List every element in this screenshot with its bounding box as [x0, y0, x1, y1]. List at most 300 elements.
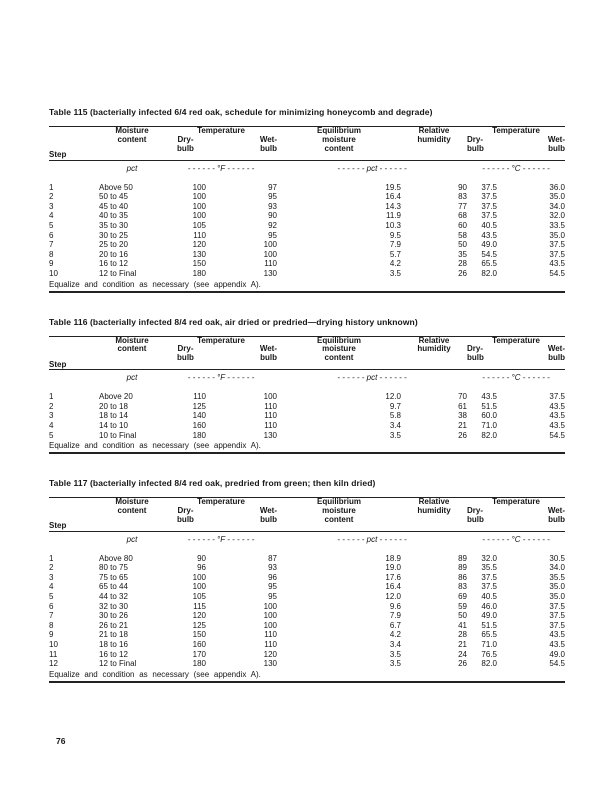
header-line: moisture: [322, 505, 356, 515]
cell-dry-bulb-f: 180: [192, 659, 206, 669]
cell-equilibrium-moisture-content: 7.9: [389, 611, 401, 621]
header-line: moisture: [322, 134, 356, 144]
units-fahrenheit: - - - - - - °F - - - - - -: [187, 534, 255, 544]
cell-wet-bulb-f: 130: [263, 268, 277, 278]
cell-moisture-content: 25 to 20: [99, 240, 128, 250]
table-row: [49, 221, 565, 231]
cell-wet-bulb-f: 92: [268, 220, 277, 230]
cell-equilibrium-moisture-content: 19.0: [385, 563, 401, 573]
cell-wet-bulb-c: 43.5: [549, 259, 565, 269]
units-spacer: [49, 370, 99, 392]
equalize-note-row: [49, 669, 565, 682]
table-title: Table 116 (bacterially infected 8/4 red oak, air dried or predried—drying history unknown): [49, 316, 418, 327]
cell-dry-bulb-c: 82.0: [481, 430, 497, 440]
cell-dry-bulb-f: 170: [192, 649, 206, 659]
header-line: bulb: [548, 143, 565, 153]
cell-relative-humidity: 50: [458, 240, 467, 250]
cell-wet-bulb-f: 93: [268, 201, 277, 211]
col-header-dry-bulb-f: [165, 345, 206, 370]
cell-moisture-content: 10 to Final: [99, 430, 137, 440]
cell-relative-humidity: 69: [458, 592, 467, 602]
cell-dry-bulb-c: 51.5: [481, 620, 497, 630]
units-fahrenheit: - - - - - - °F - - - - - -: [187, 163, 255, 173]
cell-step: 8: [49, 620, 54, 630]
cell-dry-bulb-c: 65.5: [481, 259, 497, 269]
header-line: Equilibrium: [317, 126, 361, 135]
col-header-dry-bulb-f: [165, 136, 206, 161]
header-line: bulb: [177, 353, 194, 363]
cell-dry-bulb-f: 130: [192, 249, 206, 259]
cell-wet-bulb-f: 100: [263, 392, 277, 402]
header-line: bulb: [548, 353, 565, 363]
header-line: Relative: [418, 335, 450, 345]
cell-relative-humidity: 28: [458, 259, 467, 269]
cell-moisture-content: 30 to 25: [99, 230, 128, 240]
cell-relative-humidity: 89: [458, 553, 467, 563]
header-line: Wet-: [547, 134, 565, 144]
cell-wet-bulb-f: 95: [268, 582, 277, 592]
units-pct-dashes: - - - - - - pct - - - - - -: [337, 373, 407, 383]
cell-relative-humidity: 21: [458, 640, 467, 650]
table-title: Table 117 (bacterially infected 8/4 red oak, predried from green; then kiln dried): [49, 478, 376, 489]
cell-dry-bulb-f: 90: [197, 553, 206, 563]
cell-wet-bulb-c: 30.5: [549, 553, 565, 563]
cell-wet-bulb-f: 110: [264, 401, 277, 411]
cell-moisture-content: Above 50: [99, 182, 133, 192]
cell-dry-bulb-c: 46.0: [481, 601, 497, 611]
header-line: content: [324, 143, 354, 153]
cell-moisture-content: 12 to Final: [99, 268, 137, 278]
table-header: [49, 127, 565, 161]
col-header-wet-bulb-f: [206, 345, 277, 370]
units-celsius: - - - - - - °C - - - - - -: [482, 534, 550, 544]
cell-step: 1: [49, 392, 54, 402]
cell-equilibrium-moisture-content: 9.7: [389, 401, 401, 411]
cell-dry-bulb-c: 49.0: [481, 240, 497, 250]
header-line: bulb: [467, 353, 484, 363]
cell-dry-bulb-c: 51.5: [481, 401, 497, 411]
cell-dry-bulb-f: 180: [192, 430, 206, 440]
group-header-temperature-c: Temperature: [467, 336, 565, 345]
cell-step: 11: [49, 649, 58, 659]
cell-wet-bulb-c: 43.5: [549, 630, 565, 640]
cell-dry-bulb-f: 115: [193, 601, 206, 611]
cell-equilibrium-moisture-content: 18.9: [385, 553, 401, 563]
schedule-table: [49, 497, 565, 683]
cell-moisture-content: 45 to 40: [99, 201, 128, 211]
cell-equilibrium-moisture-content: 3.4: [389, 420, 401, 430]
cell-wet-bulb-c: 36.0: [549, 182, 565, 192]
col-header-step: Step: [49, 127, 99, 161]
table-row: [49, 650, 565, 660]
cell-wet-bulb-f: 95: [268, 192, 277, 202]
header-line: Moisture: [115, 335, 149, 345]
header-line: Dry-: [467, 344, 484, 354]
cell-moisture-content: 30 to 26: [99, 611, 128, 621]
cell-wet-bulb-f: 110: [264, 411, 277, 421]
cell-dry-bulb-c: 40.5: [481, 220, 497, 230]
cell-wet-bulb-c: 34.0: [549, 201, 565, 211]
cell-wet-bulb-c: 49.0: [549, 649, 565, 659]
cell-relative-humidity: 38: [458, 411, 467, 421]
header-line: bulb: [260, 514, 277, 524]
table-row: [49, 202, 565, 212]
cell-moisture-content: 75 to 65: [99, 572, 128, 582]
cell-wet-bulb-c: 37.5: [549, 601, 565, 611]
cell-equilibrium-moisture-content: 10.3: [385, 220, 401, 230]
header-line: content: [117, 344, 147, 354]
table-row: [49, 421, 565, 431]
page-number: 76: [56, 736, 66, 746]
cell-relative-humidity: 26: [458, 659, 467, 669]
cell-wet-bulb-c: 37.5: [549, 392, 565, 402]
cell-dry-bulb-f: 110: [193, 230, 206, 240]
header-line: Wet-: [259, 505, 277, 515]
cell-wet-bulb-f: 120: [263, 649, 277, 659]
cell-dry-bulb-c: 82.0: [481, 268, 497, 278]
cell-wet-bulb-f: 87: [268, 553, 277, 563]
col-header-step: Step: [49, 498, 99, 532]
header-line: humidity: [417, 344, 451, 354]
cell-equilibrium-moisture-content: 4.2: [389, 259, 401, 269]
table-row: [49, 392, 565, 402]
cell-wet-bulb-c: 37.5: [549, 611, 565, 621]
units-row: [49, 160, 565, 182]
col-header-dry-bulb-f: [165, 507, 206, 532]
cell-dry-bulb-f: 110: [193, 392, 206, 402]
table-row: [49, 621, 565, 631]
header-line: Wet-: [259, 344, 277, 354]
cell-step: 4: [49, 211, 54, 221]
cell-moisture-content: 21 to 18: [99, 630, 128, 640]
table-row: [49, 402, 565, 412]
cell-wet-bulb-c: 37.5: [549, 240, 565, 250]
tables-host: [49, 107, 565, 683]
table-row: [49, 611, 565, 621]
header-line: bulb: [177, 143, 194, 153]
units-pct: pct: [126, 534, 138, 544]
cell-wet-bulb-c: 33.5: [549, 220, 565, 230]
cell-equilibrium-moisture-content: 17.6: [385, 572, 401, 582]
table-row: [49, 582, 565, 592]
cell-dry-bulb-f: 180: [192, 268, 206, 278]
cell-step: 10: [49, 268, 58, 278]
cell-moisture-content: 18 to 16: [99, 640, 128, 650]
header-line: Wet-: [259, 134, 277, 144]
cell-relative-humidity: 89: [458, 563, 467, 573]
group-header-temperature-f: Temperature: [165, 498, 277, 507]
cell-equilibrium-moisture-content: 14.3: [385, 201, 401, 211]
cell-relative-humidity: 26: [458, 268, 467, 278]
header-line: content: [324, 514, 354, 524]
header-line: Moisture: [115, 126, 149, 135]
cell-dry-bulb-f: 96: [197, 563, 206, 573]
header-line: bulb: [177, 514, 194, 524]
cell-relative-humidity: 83: [458, 192, 467, 202]
cell-wet-bulb-f: 100: [263, 601, 277, 611]
cell-wet-bulb-c: 37.5: [549, 249, 565, 259]
cell-equilibrium-moisture-content: 6.7: [389, 620, 401, 630]
cell-wet-bulb-c: 54.5: [549, 659, 565, 669]
cell-dry-bulb-c: 60.0: [481, 411, 497, 421]
cell-wet-bulb-c: 34.0: [549, 563, 565, 573]
cell-step: 5: [49, 592, 54, 602]
table-row: [49, 411, 565, 421]
units-pct-dashes: - - - - - - pct - - - - - -: [337, 163, 407, 173]
units-row: [49, 370, 565, 392]
cell-dry-bulb-f: 125: [192, 620, 206, 630]
cell-moisture-content: 40 to 35: [99, 211, 128, 221]
col-header-relative-humidity: [401, 336, 467, 370]
col-header-step: Step: [49, 336, 99, 370]
col-header-equilibrium-moisture-content: [277, 127, 401, 161]
table-header: [49, 336, 565, 370]
cell-wet-bulb-c: 54.5: [549, 430, 565, 440]
cell-relative-humidity: 41: [458, 620, 467, 630]
cell-step: 12: [49, 659, 58, 669]
cell-dry-bulb-c: 43.5: [481, 392, 497, 402]
cell-moisture-content: 44 to 32: [99, 592, 128, 602]
cell-dry-bulb-c: 82.0: [481, 659, 497, 669]
cell-step: 5: [49, 220, 54, 230]
cell-step: 6: [49, 601, 54, 611]
header-line: Moisture: [115, 497, 149, 507]
group-header-temperature-f: Temperature: [165, 127, 277, 136]
cell-dry-bulb-f: 150: [192, 259, 206, 269]
cell-equilibrium-moisture-content: 3.5: [389, 268, 401, 278]
cell-step: 2: [49, 563, 54, 573]
col-header-dry-bulb-c: [467, 136, 497, 161]
cell-moisture-content: 16 to 12: [99, 259, 128, 269]
col-header-wet-bulb-c: [497, 507, 565, 532]
cell-moisture-content: Above 20: [99, 392, 133, 402]
cell-equilibrium-moisture-content: 16.4: [385, 582, 401, 592]
cell-wet-bulb-c: 43.5: [549, 420, 565, 430]
group-header-temperature-f: Temperature: [165, 336, 277, 345]
cell-wet-bulb-f: 100: [263, 240, 277, 250]
cell-dry-bulb-c: 76.5: [481, 649, 497, 659]
cell-wet-bulb-f: 110: [264, 630, 277, 640]
table-row: [49, 259, 565, 269]
units-fahrenheit: - - - - - - °F - - - - - -: [187, 373, 255, 383]
cell-relative-humidity: 90: [458, 182, 467, 192]
cell-moisture-content: 20 to 16: [99, 249, 128, 259]
cell-equilibrium-moisture-content: 3.5: [389, 659, 401, 669]
header-line: bulb: [260, 353, 277, 363]
cell-step: 2: [49, 401, 54, 411]
col-header-wet-bulb-f: [206, 136, 277, 161]
table-row: [49, 563, 565, 573]
cell-wet-bulb-c: 43.5: [549, 411, 565, 421]
table-row: [49, 269, 565, 279]
equalize-note-row: [49, 440, 565, 453]
cell-dry-bulb-f: 100: [192, 192, 206, 202]
cell-relative-humidity: 68: [458, 211, 467, 221]
units-celsius: - - - - - - °C - - - - - -: [482, 163, 550, 173]
cell-dry-bulb-f: 105: [192, 220, 206, 230]
cell-relative-humidity: 21: [458, 420, 467, 430]
cell-relative-humidity: 70: [458, 392, 467, 402]
table-row: [49, 554, 565, 564]
units-spacer: [49, 531, 99, 553]
cell-dry-bulb-c: 37.5: [481, 182, 497, 192]
table-row: [49, 640, 565, 650]
cell-moisture-content: 35 to 30: [99, 220, 128, 230]
cell-equilibrium-moisture-content: 3.5: [389, 430, 401, 440]
table-row: [49, 240, 565, 250]
header-line: content: [117, 505, 147, 515]
cell-wet-bulb-f: 100: [263, 611, 277, 621]
cell-equilibrium-moisture-content: 12.0: [385, 592, 401, 602]
cell-relative-humidity: 24: [458, 649, 467, 659]
cell-step: 7: [49, 240, 54, 250]
cell-equilibrium-moisture-content: 3.4: [389, 640, 401, 650]
col-header-moisture-content: [99, 498, 165, 532]
cell-wet-bulb-f: 110: [264, 420, 277, 430]
cell-equilibrium-moisture-content: 9.6: [389, 601, 401, 611]
cell-equilibrium-moisture-content: 4.2: [389, 630, 401, 640]
header-line: bulb: [467, 514, 484, 524]
header-line: Wet-: [547, 505, 565, 515]
cell-moisture-content: 18 to 14: [99, 411, 128, 421]
table-row: [49, 573, 565, 583]
cell-step: 6: [49, 230, 54, 240]
cell-dry-bulb-c: 40.5: [481, 592, 497, 602]
col-header-relative-humidity: [401, 498, 467, 532]
cell-dry-bulb-c: 49.0: [481, 611, 497, 621]
col-header-moisture-content: [99, 336, 165, 370]
cell-relative-humidity: 59: [458, 601, 467, 611]
equalize-note-row: [49, 279, 565, 292]
equalize-note: Equalize and condition as necessary (see appendix A).: [49, 279, 565, 292]
cell-relative-humidity: 58: [458, 230, 467, 240]
cell-moisture-content: 80 to 75: [99, 563, 128, 573]
header-line: content: [324, 353, 354, 363]
header-line: content: [117, 134, 147, 144]
cell-dry-bulb-c: 37.5: [481, 192, 497, 202]
table-header: [49, 498, 565, 532]
cell-equilibrium-moisture-content: 5.8: [389, 411, 401, 421]
header-line: Dry-: [467, 134, 484, 144]
cell-dry-bulb-c: 37.5: [481, 201, 497, 211]
equalize-note: Equalize and condition as necessary (see appendix A).: [49, 440, 565, 453]
cell-relative-humidity: 83: [458, 582, 467, 592]
col-header-equilibrium-moisture-content: [277, 498, 401, 532]
cell-dry-bulb-c: 54.5: [481, 249, 497, 259]
cell-moisture-content: 26 to 21: [99, 620, 128, 630]
cell-dry-bulb-f: 100: [192, 582, 206, 592]
cell-moisture-content: 14 to 10: [99, 420, 128, 430]
header-line: humidity: [417, 505, 451, 515]
cell-equilibrium-moisture-content: 5.7: [389, 249, 401, 259]
cell-equilibrium-moisture-content: 19.5: [385, 182, 401, 192]
cell-dry-bulb-f: 100: [192, 572, 206, 582]
header-line: Relative: [418, 126, 450, 135]
header-line: moisture: [322, 344, 356, 354]
cell-step: 4: [49, 420, 54, 430]
units-pct: pct: [126, 163, 138, 173]
cell-equilibrium-moisture-content: 3.5: [389, 649, 401, 659]
table-row: [49, 231, 565, 241]
cell-relative-humidity: 28: [458, 630, 467, 640]
cell-wet-bulb-c: 35.0: [549, 192, 565, 202]
cell-step: 9: [49, 630, 54, 640]
cell-wet-bulb-f: 110: [264, 259, 277, 269]
cell-dry-bulb-c: 32.0: [481, 553, 497, 563]
cell-relative-humidity: 61: [458, 401, 467, 411]
cell-step: 8: [49, 249, 54, 259]
cell-dry-bulb-f: 100: [192, 211, 206, 221]
cell-dry-bulb-f: 150: [192, 630, 206, 640]
cell-moisture-content: 16 to 12: [99, 649, 128, 659]
cell-relative-humidity: 86: [458, 572, 467, 582]
table-row: [49, 602, 565, 612]
cell-moisture-content: 32 to 30: [99, 601, 128, 611]
cell-dry-bulb-c: 37.5: [481, 572, 497, 582]
cell-wet-bulb-f: 130: [263, 430, 277, 440]
table-row: [49, 183, 565, 193]
cell-wet-bulb-f: 100: [263, 249, 277, 259]
equalize-note: Equalize and condition as necessary (see appendix A).: [49, 669, 565, 682]
table-row: [49, 211, 565, 221]
header-line: humidity: [417, 134, 451, 144]
col-header-dry-bulb-c: [467, 507, 497, 532]
cell-wet-bulb-f: 95: [268, 592, 277, 602]
schedule-table-section: [49, 317, 565, 455]
cell-equilibrium-moisture-content: 9.5: [389, 230, 401, 240]
header-line: Equilibrium: [317, 335, 361, 345]
cell-wet-bulb-c: 37.5: [549, 620, 565, 630]
col-header-relative-humidity: [401, 127, 467, 161]
cell-wet-bulb-c: 43.5: [549, 401, 565, 411]
cell-step: 1: [49, 553, 54, 563]
cell-dry-bulb-f: 100: [192, 182, 206, 192]
cell-dry-bulb-f: 120: [192, 611, 206, 621]
cell-step: 1: [49, 182, 54, 192]
schedule-table: [49, 336, 565, 455]
cell-step: 4: [49, 582, 54, 592]
header-line: bulb: [260, 143, 277, 153]
cell-step: 2: [49, 192, 54, 202]
header-line: bulb: [548, 514, 565, 524]
cell-dry-bulb-f: 160: [192, 640, 206, 650]
col-header-wet-bulb-f: [206, 507, 277, 532]
cell-step: 3: [49, 411, 54, 421]
cell-wet-bulb-f: 95: [268, 230, 277, 240]
cell-moisture-content: Above 80: [99, 553, 133, 563]
schedule-table-section: [49, 107, 565, 293]
cell-step: 9: [49, 259, 54, 269]
units-pct-dashes: - - - - - - pct - - - - - -: [337, 534, 407, 544]
header-line: Dry-: [177, 505, 194, 515]
cell-step: 5: [49, 430, 54, 440]
cell-wet-bulb-c: 35.0: [549, 592, 565, 602]
cell-dry-bulb-c: 35.5: [481, 563, 497, 573]
header-line: Relative: [418, 497, 450, 507]
schedule-table: [49, 126, 565, 293]
cell-relative-humidity: 60: [458, 220, 467, 230]
cell-step: 3: [49, 572, 54, 582]
col-header-dry-bulb-c: [467, 345, 497, 370]
header-line: Equilibrium: [317, 497, 361, 507]
group-header-temperature-c: Temperature: [467, 498, 565, 507]
header-line: Dry-: [177, 344, 194, 354]
cell-equilibrium-moisture-content: 7.9: [389, 240, 401, 250]
header-line: bulb: [467, 143, 484, 153]
cell-dry-bulb-c: 71.0: [481, 640, 497, 650]
col-header-wet-bulb-c: [497, 345, 565, 370]
cell-dry-bulb-f: 160: [192, 420, 206, 430]
